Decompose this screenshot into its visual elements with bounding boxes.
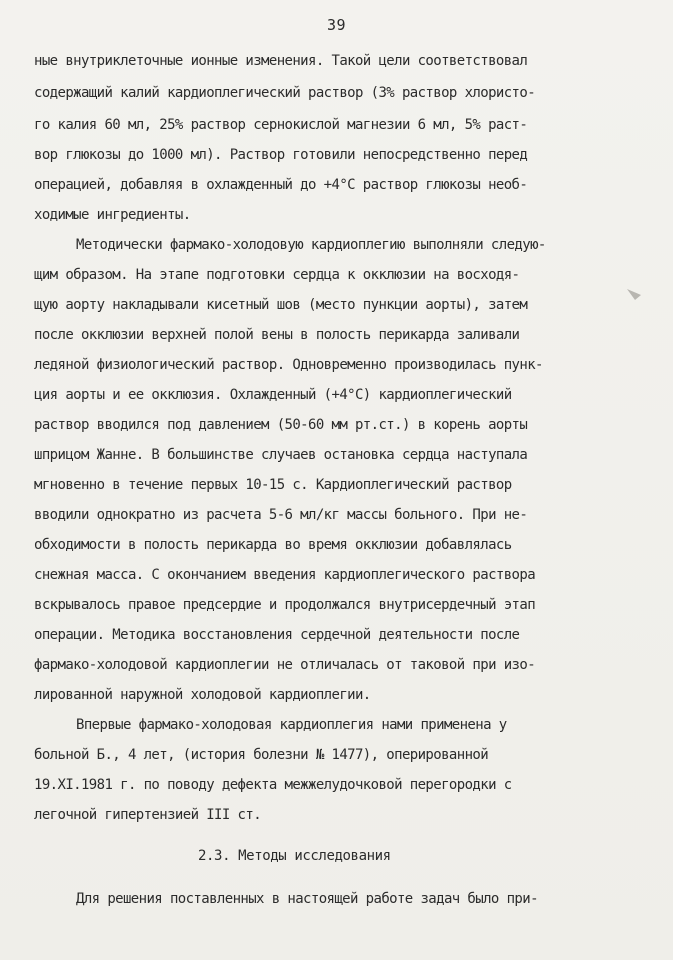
text-line: раствор вводился под давлением (50-60 мм рт.ст.) в корень аорты (34, 417, 528, 433)
page-number: 39 (326, 16, 347, 34)
text-line: Для решения поставленных в настоящей работе задач было при- (76, 891, 538, 907)
text-line: вскрывалось правое предсердие и продолжался внутрисердечный этап (34, 597, 536, 613)
text-line: после окклюзии верхней полой вены в полость перикарда заливали (34, 327, 520, 343)
text-line: ция аорты и ее окклюзия. Охлажденный (+4°С) кардиоплегический (34, 387, 512, 403)
text-line: лированной наружной холодовой кардиоплегии. (34, 687, 371, 703)
text-line: ходимые ингредиенты. (34, 207, 191, 223)
text-line: содержащий калий кардиоплегический раствор (3% раствор хлористо- (34, 85, 536, 101)
text-line: операции. Методика восстановления сердечной деятельности после (34, 627, 520, 643)
text-line: вор глюкозы до 1000 мл). Раствор готовили непосредственно перед (34, 147, 528, 163)
section-heading: 2.3. Методы исследования (198, 848, 391, 864)
text-line: Впервые фармако-холодовая кардиоплегия нами применена у (76, 717, 507, 733)
text-line: фармако-холодовой кардиоплегии не отличалась от таковой при изо- (34, 657, 536, 673)
text-line: Методически фармако-холодовую кардиоплегию выполняли следую- (76, 237, 546, 253)
text-line: операцией, добавляя в охлажденный до +4°С раствор глюкозы необ- (34, 177, 528, 193)
text-line: вводили однократно из расчета 5-6 мл/кг массы больного. При не- (34, 507, 528, 523)
margin-mark-icon (626, 286, 642, 302)
text-line: шприцом Жанне. В большинстве случаев остановка сердца наступала (34, 447, 528, 463)
text-line: ные внутриклеточные ионные изменения. Такой цели соответствовал (34, 53, 528, 69)
text-line: щую аорту накладывали кисетный шов (место пункции аорты), затем (34, 297, 528, 313)
text-line: обходимости в полость перикарда во время окклюзии добавлялась (34, 537, 512, 553)
text-line: снежная масса. С окончанием введения кардиоплегического раствора (34, 567, 536, 583)
text-line: больной Б., 4 лет, (история болезни № 1477), оперированной (34, 747, 489, 763)
text-line: ледяной физиологический раствор. Одновременно производилась пунк- (34, 357, 543, 373)
text-line: го калия 60 мл, 25% раствор сернокислой магнезии 6 мл, 5% раст- (34, 117, 528, 133)
text-line: щим образом. На этапе подготовки сердца к окклюзии на восходя- (34, 267, 520, 283)
text-line: 19.XI.1981 г. по поводу дефекта межжелудочковой перегородки с (34, 777, 512, 793)
text-line: мгновенно в течение первых 10-15 с. Кардиоплегический раствор (34, 477, 512, 493)
text-line: легочной гипертензией III ст. (34, 807, 262, 823)
